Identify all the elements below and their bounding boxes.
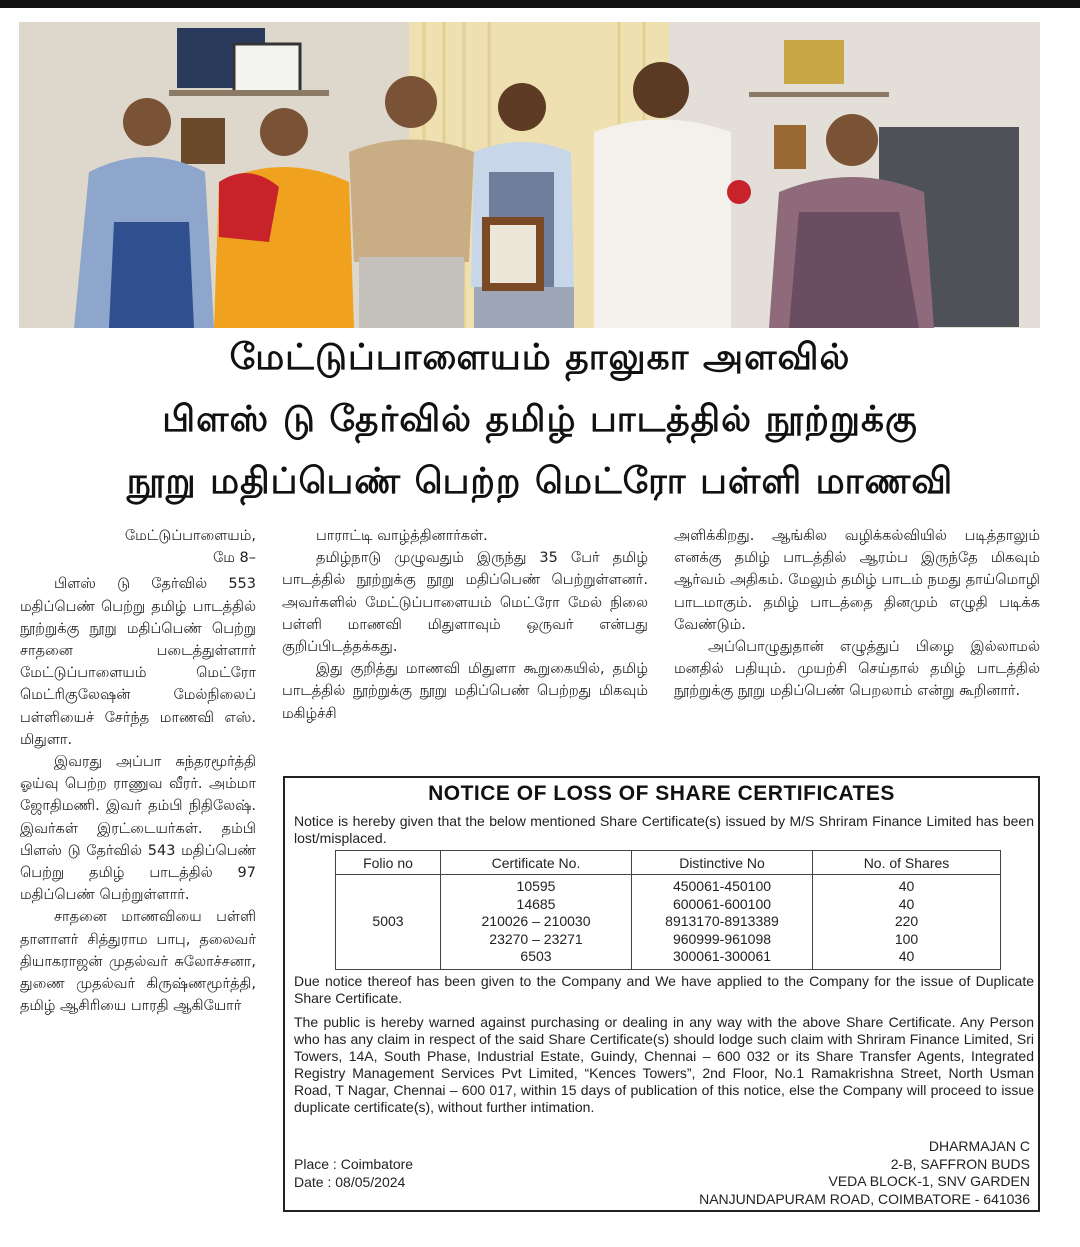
distinctive-cell [632,875,813,970]
distinctive-number: 450061-450100 [672,878,772,894]
article-paragraph: இது குறித்து மாணவி மிதுளா கூறுகையில், தமிழ் பாடத்தில் நூற்றுக்கு நூறு மதிப்பெண் பெற்றது மிகவும் மகிழ்ச்சி [282,661,648,722]
article-paragraph: அப்பொழுதுதான் எழுத்துப் பிழை இல்லாமல் மனதில் பதியும். முயற்சி செய்தால் தமிழ் பாடத்தில் நூற்றுக்கு நூறு மதிப்பெண் பெறலாம் என்று கூறினார். [674,639,1040,700]
headline-line-2: பிளஸ் டு தேர்வில் தமிழ் பாடத்தில் நூற்றுக்கு [162,398,918,440]
certificate-number: 14685 [516,895,556,912]
header-shares: No. of Shares [813,851,1001,875]
share-count: 40 [898,895,915,912]
article-place: மேட்டுப்பாளையம், [124,528,256,544]
signatory-address-line: 2-B, SAFFRON BUDS [890,1155,1030,1172]
folio-cell: 5003 [336,875,441,970]
header-folio: Folio no [336,851,441,875]
signatory-address-line: NANJUNDAPURAM ROAD, COIMBATORE - 641036 [699,1190,1030,1207]
table-row [336,875,1001,970]
share-count: 220 [894,913,919,930]
distinctive-number: 600061-600100 [672,895,772,912]
article-paragraph: அளிக்கிறது. ஆங்கில வழிக்கல்வியில் படித்தாலும் எனக்கு தமிழ் பாடத்தில் ஆரம்ப இருந்தே மிகவும் ஆர்வம் அதிகம். மேலும் தமிழ் பாடம் நமது தாய்மொழி பாடமாகும். தமிழ் பாடத்தை தினமும் எழுதி படிக்க வேண்டும். [674,528,1040,633]
share-table [335,850,1001,970]
share-table-header-row [336,851,1001,875]
share-count: 100 [894,930,919,947]
notice-intro: Notice is hereby given that the below mentioned Share Certificate(s) issued by M/S Shriram Finance Limited has been lost/misplaced. [294,813,1034,846]
shares-cell [813,875,1001,970]
notice-due: Due notice thereof has been given to the Company and We have applied to the Company for the issue of Duplicate Share Certificate. [294,973,1034,1006]
headline-line-1: மேட்டுப்பாளையம் தாலுகா அளவில் [229,336,851,378]
share-loss-notice [283,776,1040,1212]
article-paragraph: பாராட்டி வாழ்த்தினார்கள். [316,528,488,544]
article-column-3 [674,525,1040,703]
article-column-2 [282,525,648,725]
certificate-number: 210026 – 210030 [481,913,591,930]
share-count: 40 [898,878,915,894]
notice-warning: The public is hereby warned against purchasing or dealing in any way with the above Share Certificate. Any Person who has any claim in respect of the said Share Certificate(s) should lodge such claim with Shriram Finance Limited, Sri Towers, 14A, South Phase, Industrial Estate, Guindy, Chennai – 600 032 or its Share Transfer Agents, Integrated Registry Management Services Pvt Limited, “Kences Towers”, 2nd Floor, No.1 Ramakrishna Street, North Usman Road, T Nagar, Chennai – 600 017, within 15 days of publication of this notice, else the Company will proceed to issue duplicate certificate(s), without further intimation. [294,1014,1034,1115]
photo-illustration [19,22,1040,328]
distinctive-number: 8913170-8913389 [665,913,779,930]
date-value: 08/05/2024 [335,1173,406,1190]
date-label: Date : [294,1173,332,1190]
article-date: மே 8– [212,550,256,567]
article-column-1 [20,525,256,1017]
signatory-name: DHARMAJAN C [928,1138,1030,1154]
distinctive-number: 960999-961098 [672,930,772,947]
distinctive-number: 300061-300061 [672,948,772,965]
certificate-cell [441,875,632,970]
notice-title: NOTICE OF LOSS OF SHARE CERTIFICATES [428,782,895,805]
news-photo [19,22,1040,328]
article-paragraph: சாதனை மாணவியை பள்ளி தாளாளர் சித்துராம பாபு, தலைவர் தியாகராஜன் முதல்வர் சுலோச்சனா, துணை முதல்வர் கிருஷ்ணமூர்த்தி, தமிழ் ஆசிரியை பாரதி ஆகியோர் [20,909,256,1015]
signatory-address-line: VEDA BLOCK-1, SNV GARDEN [828,1173,1030,1189]
top-border [0,0,1080,8]
certificate-number: 10595 [516,878,556,894]
place-value: Coimbatore [340,1156,414,1172]
headline-line-3: நூறு மதிப்பெண் பெற்ற மெட்ரோ பள்ளி மாணவி [126,460,954,502]
article-paragraph: பிளஸ் டு தேர்வில் 553 மதிப்பெண் பெற்று தமிழ் பாடத்தில் நூற்றுக்கு நூறு மதிப்பெண் பெற்று சாதனை படைத்துள்ளார் மேட்டுப்பாளையம் மெட்ரோ மெட்ரிகுலேஷன் மேல்நிலைப் பள்ளியைச் சேர்ந்த மாணவி எஸ். மிதுளா. [20,576,256,748]
header-distinctive: Distinctive No [632,851,813,875]
notice-signature [699,1138,1030,1208]
certificate-number: 23270 – 23271 [489,930,583,947]
place-label: Place : [294,1156,337,1172]
notice-place-date [294,1156,413,1191]
header-certificate: Certificate No. [441,851,632,875]
article-paragraph: இவரது அப்பா சுந்தரமூர்த்தி ஓய்வு பெற்ற ராணுவ வீரர். அம்மா ஜோதிமணி. இவர் தம்பி நிதிலேஷ். இவர்கள் இரட்டையர்கள். தம்பி பிளஸ் டு தேர்வில் 543 மதிப்பெண் பெற்று தமிழ் பாடத்தில் 97 மதிப்பெண் பெற்றுள்ளார். [20,754,256,904]
article-paragraph: தமிழ்நாடு முழுவதும் இருந்து 35 பேர் தமிழ் பாடத்தில் நூற்றுக்கு நூறு மதிப்பெண் பெற்றுள்ளனர். அவர்களில் மேட்டுப்பாளையம் மெட்ரோ மேல் நிலை பள்ளி மாணவி மிதுளாவும் ஒருவர் என்பது குறிப்பிடத்தக்கது. [282,550,648,656]
certificate-number: 6503 [520,948,552,965]
share-count: 40 [898,948,915,965]
